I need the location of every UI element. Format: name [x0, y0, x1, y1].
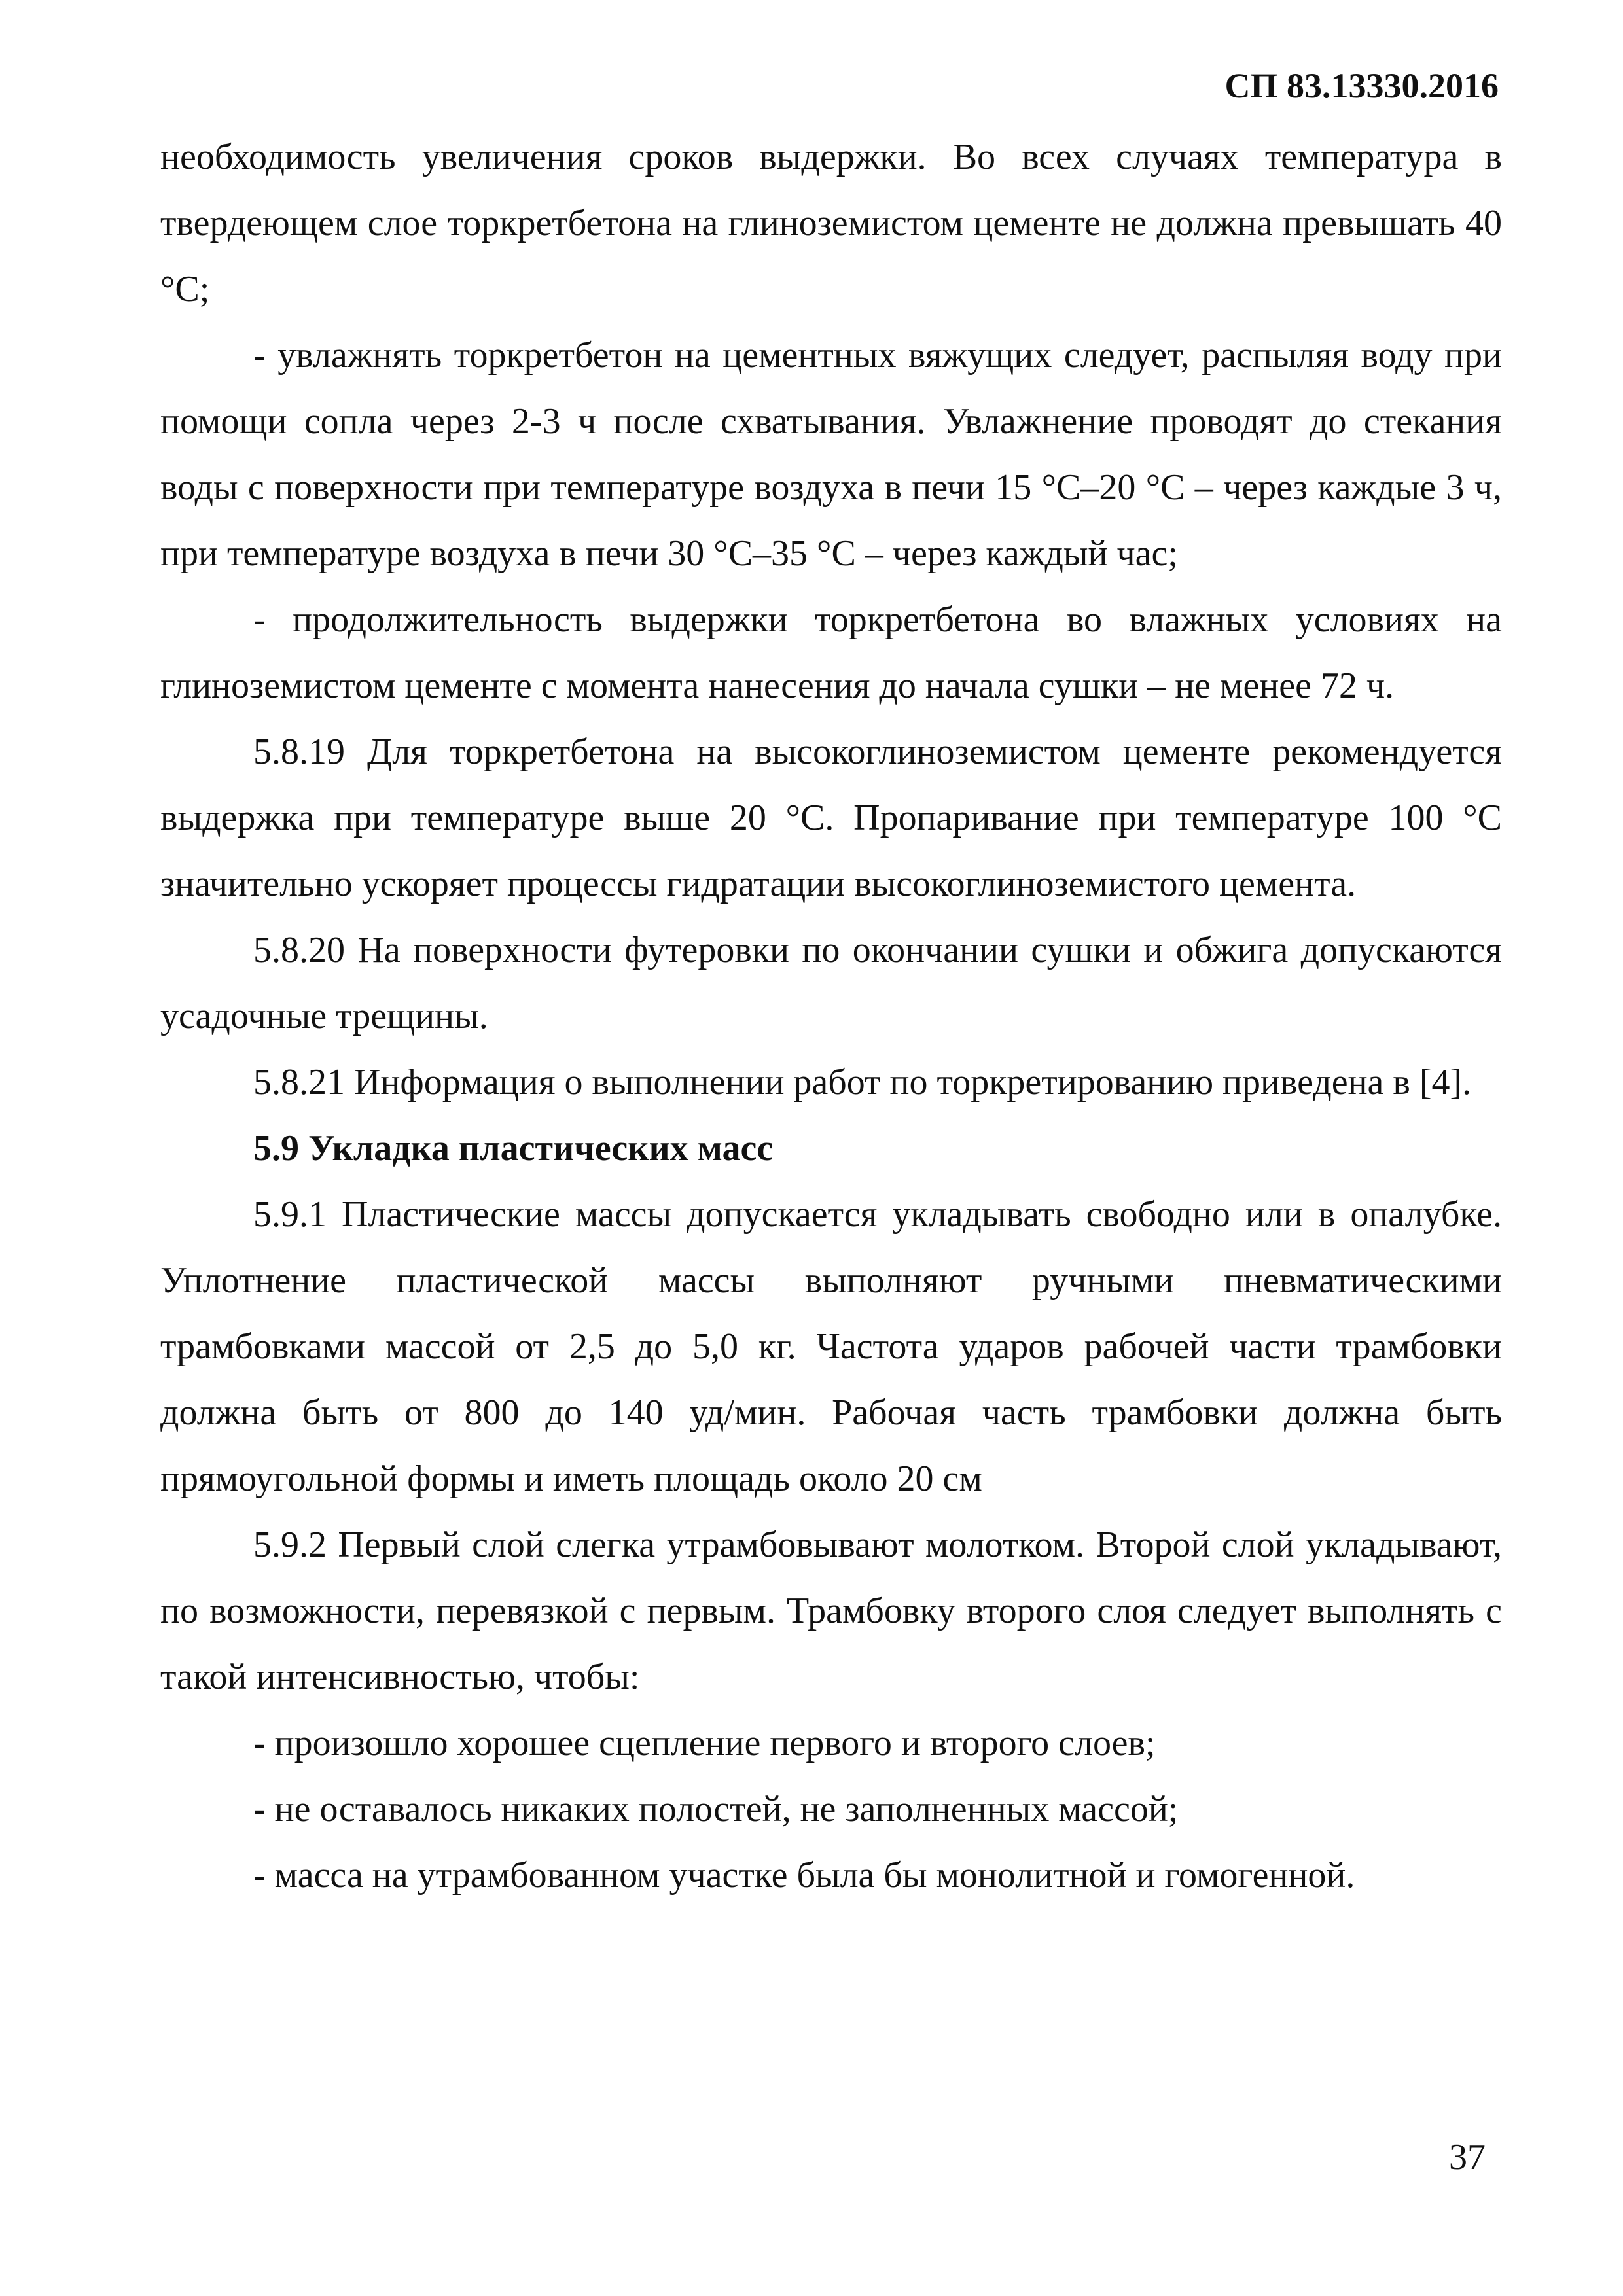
clause-5-9-1: 5.9.1 Пластические массы допускается укладывать свободно или в опалубке. Уплотнение пластической массы выполняют ручными пневматическими трамбовками массой от 2,5 до 5,0 кг. Частота ударов рабочей части трамбовки должна быть от 800 до 140 уд/мин. Рабочая часть трамбовки должна быть прямоугольной формы и иметь площадь около 20 см	[160, 1194, 1502, 1499]
section-heading-5-9: 5.9 Укладка пластических масс	[253, 1128, 774, 1169]
list-item-adhesion: - произошло хорошее сцепление первого и второго слоев;	[253, 1723, 1156, 1763]
list-item-moistening: - увлажнять торкретбетон на цементных вяжущих следует, распыляя воду при помощи сопла через 2-3 ч после схватывания. Увлажнение проводят до стекания воды с поверхности при температуре воздуха в печи 15 °С–20 °С – через каждые 3 ч, при температуре воздуха в печи 30 °С–35 °С – через каждый час;	[160, 335, 1502, 574]
list-item-curing-duration: - продолжительность выдержки торкретбетона во влажных условиях на глиноземистом цементе с момента нанесения до начала сушки – не менее 72 ч.	[160, 599, 1502, 706]
list-item-no-voids: - не оставалось никаких полостей, не заполненных массой;	[253, 1789, 1179, 1829]
page-number: 37	[1449, 2137, 1486, 2178]
clause-5-8-19: 5.8.19 Для торкретбетона на высокоглиноземистом цементе рекомендуется выдержка при температуре выше 20 °С. Пропаривание при температуре 100 °С значительно ускоряет процессы гидратации высокоглиноземистого цемента.	[160, 732, 1502, 904]
document-code: СП 83.13330.2016	[1224, 66, 1499, 105]
clause-5-8-20: 5.8.20 На поверхности футеровки по окончании сушки и обжига допускаются усадочные трещины.	[160, 930, 1502, 1036]
paragraph-continuation: необходимость увеличения сроков выдержки. Во всех случаях температура в твердеющем слое торкретбетона на глиноземистом цементе не должна превышать 40 °С;	[160, 137, 1502, 309]
list-item-monolithic: - масса на утрамбованном участке была бы монолитной и гомогенной.	[253, 1855, 1355, 1896]
page-body	[160, 124, 1502, 1909]
clause-5-9-2: 5.9.2 Первый слой слегка утрамбовывают молотком. Второй слой укладывают, по возможности, перевязкой с первым. Трамбовку второго слоя следует выполнять с такой интенсивностью, чтобы:	[160, 1525, 1502, 1697]
clause-5-8-21: 5.8.21 Информация о выполнении работ по торкретированию приведена в [4].	[253, 1062, 1472, 1103]
